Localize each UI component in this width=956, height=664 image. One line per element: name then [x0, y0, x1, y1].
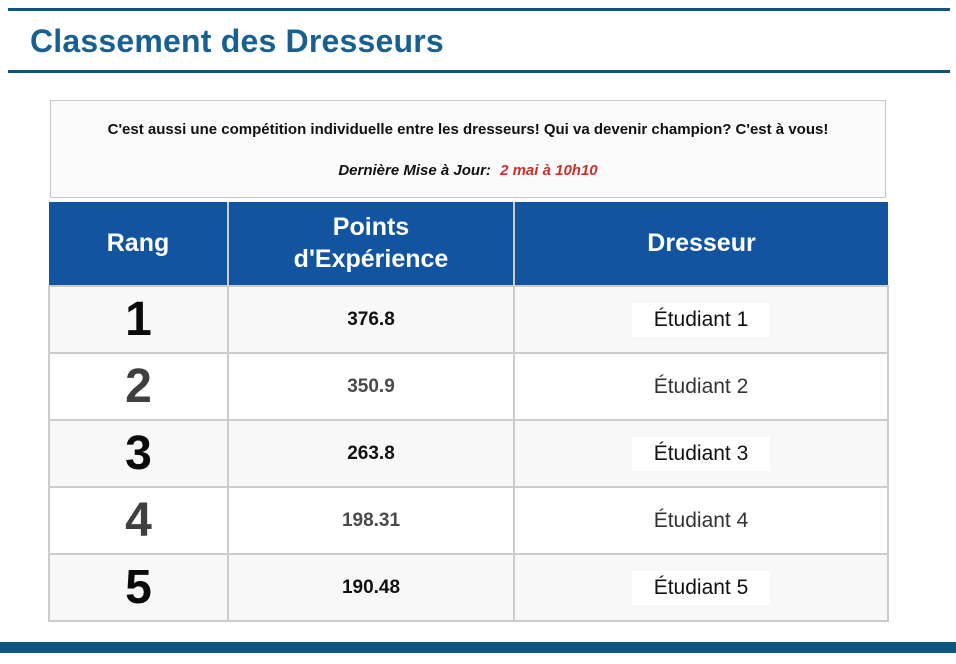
table-row: [49, 487, 888, 554]
rank-cell: 5: [49, 554, 228, 621]
page-title: Classement des Dresseurs: [30, 23, 444, 59]
table-row: [49, 420, 888, 487]
notice-text: C'est aussi une compétition individuelle entre les dresseurs! Qui va devenir champion? C'est à vous!: [107, 121, 829, 138]
rank-cell: 4: [49, 487, 228, 554]
table-header: [49, 202, 888, 286]
table-row: [49, 353, 888, 420]
last-update-line: [51, 162, 885, 179]
points-cell: 263.8: [228, 420, 514, 487]
dresseur-cell: [514, 487, 888, 554]
table-row: [49, 554, 888, 621]
dresseur-name: Étudiant 1: [632, 303, 771, 337]
points-cell: 350.9: [228, 353, 514, 420]
points-cell: 198.31: [228, 487, 514, 554]
header-rank: Rang: [49, 202, 228, 286]
last-update-value: 2 mai à 10h10: [500, 162, 598, 179]
rank-cell: 1: [49, 286, 228, 353]
title-divider: [8, 70, 950, 73]
dresseur-name: Étudiant 5: [632, 571, 771, 605]
points-cell: 376.8: [228, 286, 514, 353]
dresseur-name: Étudiant 3: [632, 437, 771, 471]
dresseur-cell: [514, 420, 888, 487]
table-row: [49, 286, 888, 353]
leaderboard-table: [48, 202, 889, 622]
footer-bar: [0, 642, 956, 653]
dresseur-name: Étudiant 2: [632, 370, 771, 404]
dresseur-name: Étudiant 4: [632, 504, 771, 538]
dresseur-cell: [514, 554, 888, 621]
top-divider: [8, 8, 950, 11]
rank-cell: 2: [49, 353, 228, 420]
header-points: Points d'Expérience: [228, 202, 514, 286]
rank-cell: 3: [49, 420, 228, 487]
points-cell: 190.48: [228, 554, 514, 621]
dresseur-cell: [514, 286, 888, 353]
notice-box: [50, 100, 886, 198]
last-update-label: Dernière Mise à Jour:: [338, 162, 491, 179]
dresseur-cell: [514, 353, 888, 420]
header-dresseur: Dresseur: [514, 202, 888, 286]
